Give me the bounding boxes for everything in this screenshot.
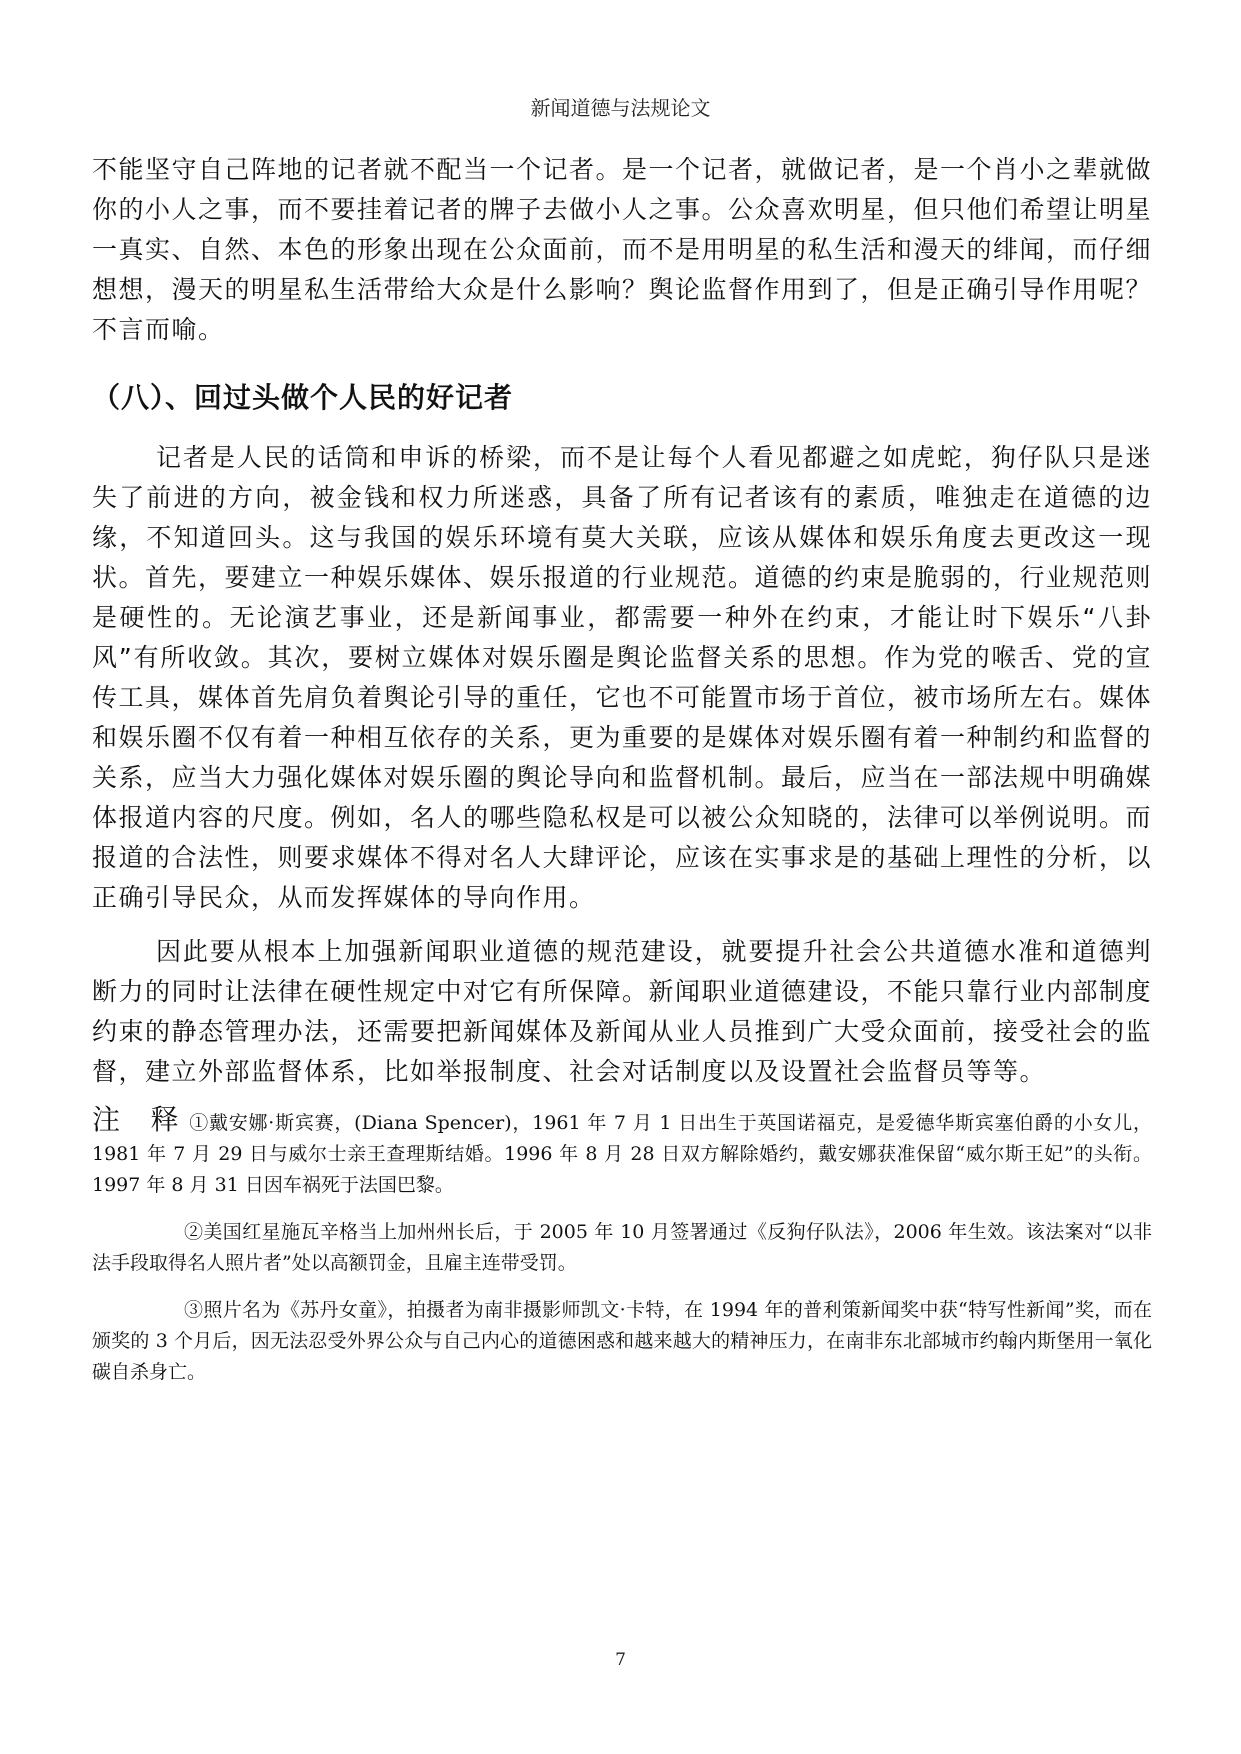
page-number: 7: [615, 1650, 626, 1670]
paragraph-reporter-responsibility: 记者是人民的话筒和申诉的桥梁，而不是让每个人看见都避之如虎蛇，狗仔队只是迷失了前进的方向，被金钱和权力所迷惑，具备了所有记者该有的素质，唯独走在道德的边缘，不知道回头。这与我国的娱乐环境有莫大关联，应该从媒体和娱乐角度去更改这一现状。首先，要建立一种娱乐媒体、娱乐报道的行业规范。道德的约束是脆弱的，行业规范则是硬性的。无论演艺事业，还是新闻事业，都需要一种外在约束，才能让时下娱乐“八卦风”有所收敛。其次，要树立媒体对娱乐圈是舆论监督关系的思想。作为党的喉舌、党的宣传工具，媒体首先肩负着舆论引导的重任，它也不可能置市场于首位，被市场所左右。媒体和娱乐圈不仅有着一种相互依存的关系，更为重要的是媒体对娱乐圈有着一种制约和监督的关系，应当大力强化媒体对娱乐圈的舆论导向和监督机制。最后，应当在一部法规中明确媒体报道内容的尺度。例如，名人的哪些隐私权是可以被公众知晓的，法律可以举例说明。而报道的合法性，则要求媒体不得对名人大肆评论，应该在实事求是的基础上理性的分析，以正确引导民众，从而发挥媒体的导向作用。: [92, 443, 1153, 912]
main-content: [92, 150, 1152, 1388]
section-heading: （八）、回过头做个人民的好记者: [92, 381, 514, 414]
footnote-2: ②美国红星施瓦辛格当上加州州长后，于 2005 年 10 月签署通过《反狗仔队法》，2006 年生效。该法案对“以非法手段取得名人照片者”处以高额罚金，且雇主连带受罚。: [92, 1221, 1152, 1274]
paragraph-continuation: 不能坚守自己阵地的记者就不配当一个记者。是一个记者，就做记者，是一个肖小之辈就做你的小人之事，而不要挂着记者的牌子去做小人之事。公众喜欢明星，但只他们希望让明星一真实、自然、本色的形象出现在公众面前，而不是用明星的私生活和漫天的绯闻，而仔细想想，漫天的明星私生活带给大众是什么影响？舆论监督作用到了，但是正确引导作用呢？不言而喻。: [92, 155, 1153, 344]
running-header: 新闻道德与法规论文: [530, 96, 711, 120]
footnote-3: ③照片名为《苏丹女童》，拍摄者为南非摄影师凯文·卡特，在 1994 年的普利策新闻奖中获“特写性新闻”奖，而在颁奖的 3 个月后，因无法忍受外界公众与自己内心的道德困惑和越来越大的精神压力，在南非东北部城市约翰内斯堡用一氧化碳自杀身亡。: [92, 1299, 1152, 1383]
footnote-1-text: ①戴安娜·斯宾赛，(Diana Spencer)，1961 年 7 月 1 日出生于英国诺福克，是爱德华斯宾塞伯爵的小女儿，1981 年 7 月 29 日与威尔士亲王查理斯结婚。1996 年 8 月 28 日双方解除婚约，戴安娜获准保留“威尔斯王妃”的头衔。1997 年 8 月 31 日因车祸死于法国巴黎。: [92, 1112, 1152, 1196]
paragraph-conclusion: 因此要从根本上加强新闻职业道德的规范建设，就要提升社会公共道德水准和道德判断力的同时让法律在硬性规定中对它有所保障。新闻职业道德建设，不能只靠行业内部制度约束的静态管理办法，还需要把新闻媒体及新闻从业人员推到广大受众面前，接受社会的监督，建立外部监督体系，比如举报制度、社会对话制度以及设置社会监督员等等。: [92, 937, 1153, 1086]
footnotes-section: [92, 1104, 1152, 1388]
notes-label: 注 释: [92, 1103, 190, 1136]
footnote-1: [92, 1104, 1152, 1201]
paragraph-spacer: [92, 918, 1152, 932]
